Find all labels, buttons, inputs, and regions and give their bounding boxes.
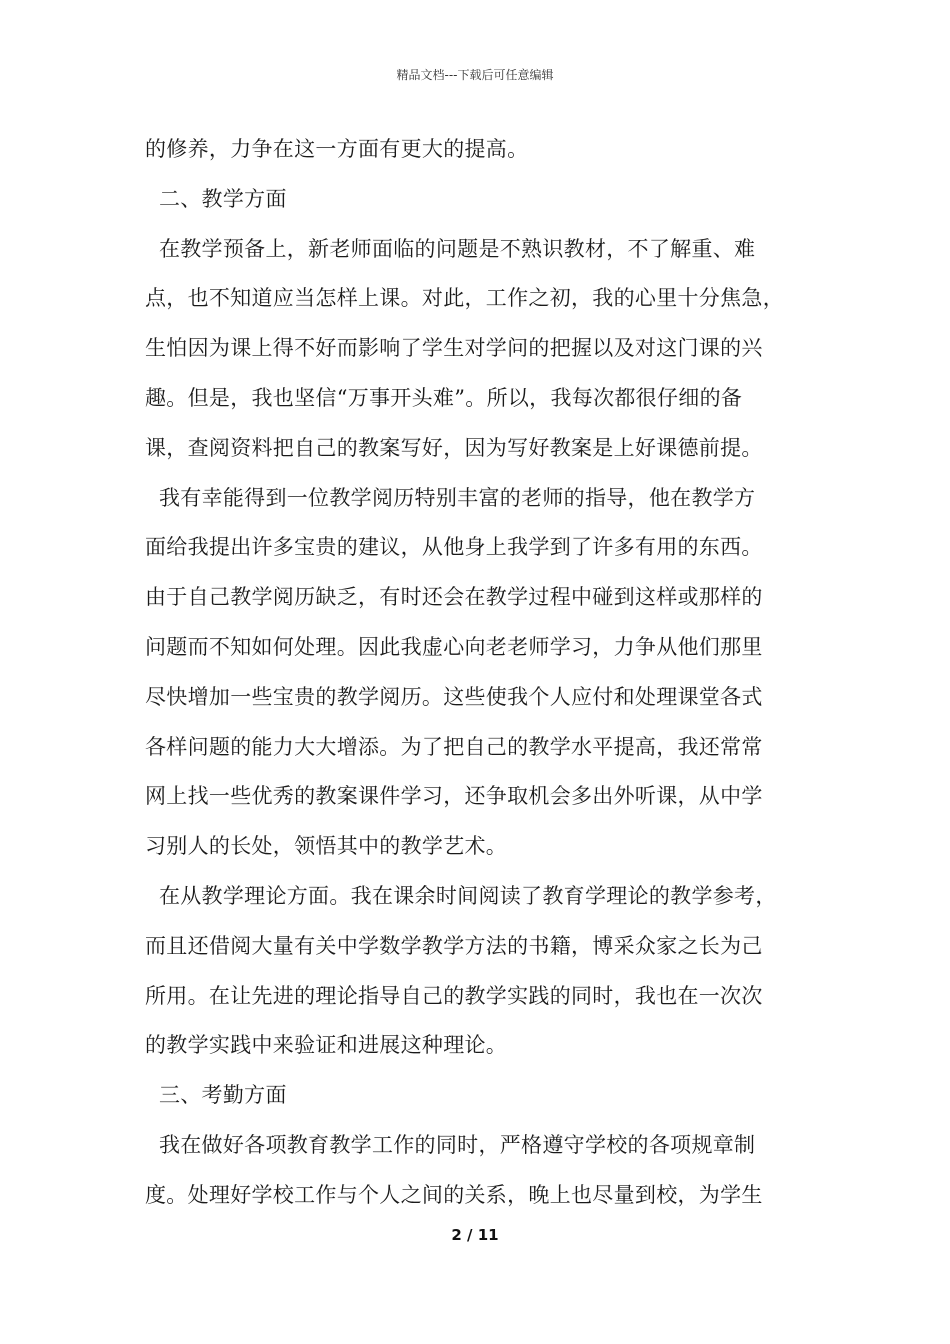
text-line: 所用。在让先进的理论指导自己的教学实践的同时，我也在一次次 xyxy=(145,983,763,1008)
text-line: 各样问题的能力大大增添。为了把自己的教学水平提高，我还常常 xyxy=(145,734,763,759)
text-line: 尽快增加一些宝贵的教学阅历。这些使我个人应付和处理课堂各式 xyxy=(145,684,763,709)
text-line: 生怕因为课上得不好而影响了学生对学问的把握以及对这门课的兴 xyxy=(145,336,763,361)
text-line: 趣。但是，我也坚信“万事开头难”。所以，我每次都很仔细的备 xyxy=(145,385,743,410)
text-line: 点，也不知道应当怎样上课。对此，工作之初，我的心里十分焦急， xyxy=(145,286,784,311)
page-number: 2 / 11 xyxy=(451,1226,499,1244)
text-line: 我在做好各项教育教学工作的同时，严格遵守学校的各项规章制 xyxy=(145,1132,756,1157)
text-line: 由于自己教学阅历缺乏，有时还会在教学过程中碰到这样或那样的 xyxy=(145,585,763,610)
section-heading-teaching: 二、教学方面 xyxy=(145,186,287,211)
document-body xyxy=(145,125,825,1221)
text-line: 而且还借阅大量有关中学数学教学方法的书籍，博采众家之长为己 xyxy=(145,933,763,958)
text-line: 课，查阅资料把自己的教案写好，因为写好教案是上好课德前提。 xyxy=(145,435,763,460)
text-line: 问题而不知如何处理。因此我虚心向老老师学习，力争从他们那里 xyxy=(145,634,763,659)
section-heading-attendance: 三、考勤方面 xyxy=(145,1083,287,1108)
text-line: 网上找一些优秀的教案课件学习，还争取机会多出外听课，从中学 xyxy=(145,784,763,809)
text-line: 面给我提出许多宝贵的建议，从他身上我学到了许多有用的东西。 xyxy=(145,535,763,560)
text-line: 度。处理好学校工作与个人之间的关系，晚上也尽量到校，为学生 xyxy=(145,1182,763,1207)
text-line: 在教学预备上，新老师面临的问题是不熟识教材，不了解重、难 xyxy=(145,236,756,261)
text-line: 的教学实践中来验证和进展这种理论。 xyxy=(145,1033,508,1058)
page-header: 精品文档---下载后可任意编辑 xyxy=(396,68,554,82)
text-line: 习别人的长处，领悟其中的教学艺术。 xyxy=(145,834,508,859)
text-line: 在从教学理论方面。我在课余时间阅读了教育学理论的教学参考， xyxy=(145,883,777,908)
text-line: 的修养，力争在这一方面有更大的提高。 xyxy=(145,137,529,161)
text-line: 我有幸能得到一位教学阅历特别丰富的老师的指导，他在教学方 xyxy=(145,485,756,510)
